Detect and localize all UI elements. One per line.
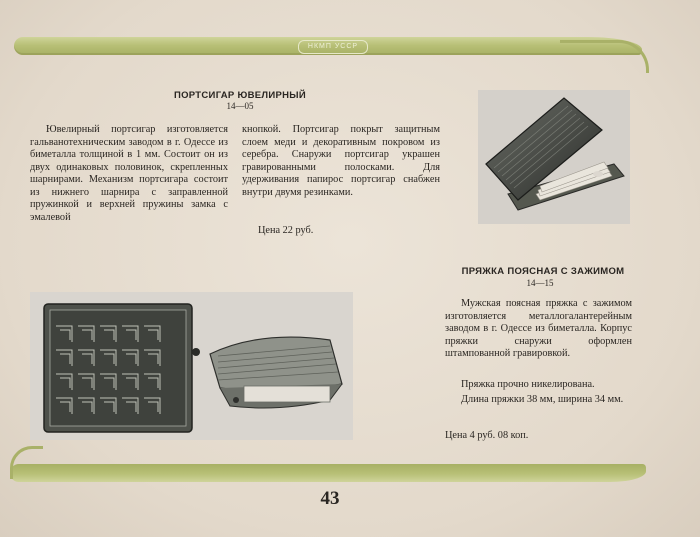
footer-band-curl bbox=[10, 446, 43, 479]
header-band-curl bbox=[560, 40, 649, 73]
case-and-buckle-photo bbox=[30, 292, 353, 440]
belt-buckle-para3: Длина пряжки 38 мм, ширина 34 мм. bbox=[461, 394, 624, 405]
cigarette-case-code: 14—05 bbox=[226, 101, 254, 111]
cigarette-case-price: Цена 22 руб. bbox=[258, 225, 314, 236]
cigarette-case-text-col1: Ювелирный портсигар изготовляется гальванотехническим заводом в г. Одессе из биметалла толщиной в 1 мм. Состоит он из двух одинаковых половинок, скрепленных шарнирами. Механизм портсигара состоит из нижнего шарнира с заправленной пружинкой и верхней пружины замка с эмалевой bbox=[30, 124, 228, 223]
belt-buckle-para2: Пряжка прочно никелирована. bbox=[461, 379, 595, 390]
belt-buckle-price: Цена 4 руб. 08 коп. bbox=[445, 430, 529, 441]
header-band-label: НКМП УССР bbox=[298, 40, 368, 54]
cigarette-case-title: ПОРТСИГАР ЮВЕЛИРНЫЙ bbox=[173, 90, 307, 101]
belt-buckle-code: 14—15 bbox=[526, 278, 554, 288]
cigarette-case-text-col2: кнопкой. Портсигар покрыт защитным слоем меди и декоративным покровом из серебра. Снаружи портсигар украшен гравированными полосками. Для удерживания папирос портсигар снабжен внутри двумя резинками. bbox=[242, 124, 440, 198]
page-number: 43 bbox=[320, 488, 340, 509]
cigarette-case-open-photo bbox=[478, 90, 630, 224]
case-and-buckle-illustration bbox=[30, 292, 353, 440]
belt-buckle-title: ПРЯЖКА ПОЯСНАЯ С ЗАЖИМОМ bbox=[461, 266, 625, 277]
cigarette-case-open-illustration bbox=[478, 90, 630, 224]
footer-band bbox=[10, 464, 646, 482]
belt-buckle-para1: Мужская поясная пряжка с зажимом изготовляется металлогалантерейным заводом в г. Одессе из биметалла. Корпус пряжки снаружи оформлен штампованной гравировкой. bbox=[445, 298, 632, 359]
